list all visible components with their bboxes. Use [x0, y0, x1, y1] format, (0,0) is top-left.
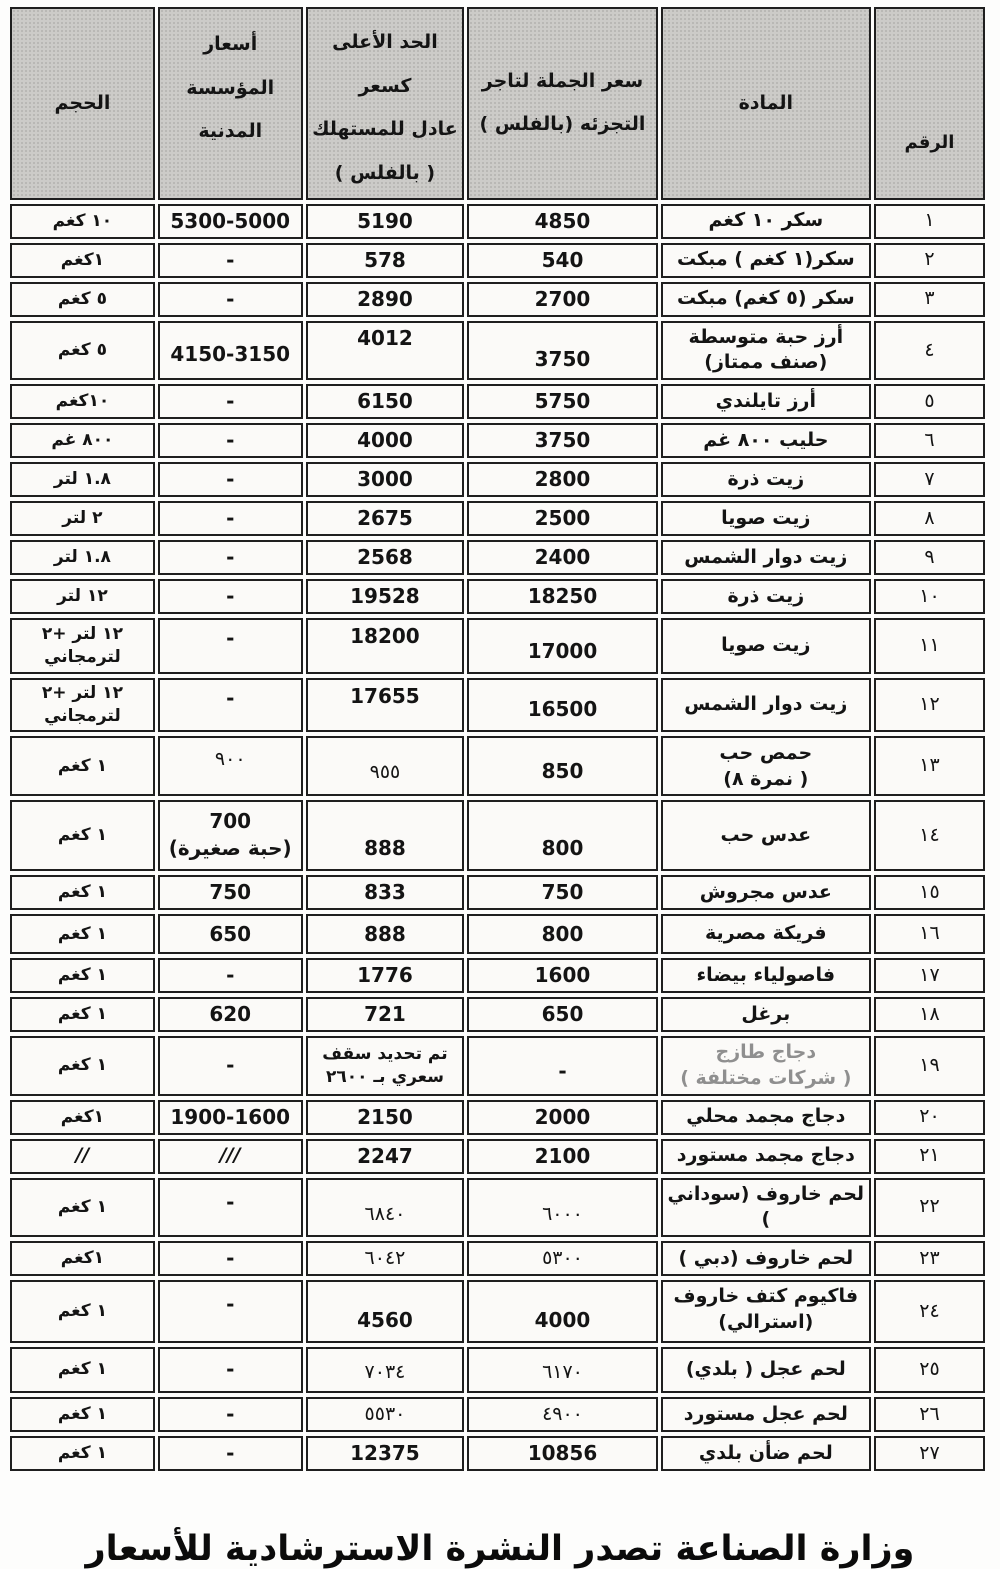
civil-institution-price-cell: -	[158, 423, 303, 458]
max-consumer-price-cell: 18200	[306, 618, 465, 674]
max-consumer-price-cell: 2890	[306, 282, 465, 317]
wholesale-price-cell: 2700	[467, 282, 657, 317]
civil-institution-price-cell: 700 (حبة صغيرة)	[158, 800, 303, 871]
civil-institution-price-cell: -	[158, 282, 303, 317]
row-number-cell: ٥	[874, 384, 985, 419]
civil-institution-price-cell: 750	[158, 875, 303, 910]
max-consumer-price-cell: 2247	[306, 1139, 465, 1174]
civil-institution-price-cell: -	[158, 501, 303, 536]
civil-institution-price-cell: 4150-3150	[158, 321, 303, 380]
max-consumer-price-cell: 2150	[306, 1100, 465, 1135]
item-name-cell: زيت صويا	[661, 501, 871, 536]
max-consumer-price-cell: 721	[306, 997, 465, 1032]
size-cell: ١ كغم	[10, 1436, 155, 1471]
max-consumer-price-cell: ٥٥٣٠	[306, 1397, 465, 1432]
row-number-cell: ٢٥	[874, 1347, 985, 1393]
table-row	[10, 914, 985, 954]
table-row	[10, 1397, 985, 1432]
civil-institution-price-cell: -	[158, 1397, 303, 1432]
item-name-cell: فاصولياء بيضاء	[661, 958, 871, 993]
table-row	[10, 875, 985, 910]
wholesale-price-cell: 18250	[467, 579, 657, 614]
row-number-cell: ٣	[874, 282, 985, 317]
max-consumer-price-cell: 3000	[306, 462, 465, 497]
wholesale-price-cell: 2400	[467, 540, 657, 575]
civil-institution-price-cell: 620	[158, 997, 303, 1032]
header-item: المادة	[661, 7, 871, 200]
row-number-cell: ٢	[874, 243, 985, 278]
row-number-cell: ٤	[874, 321, 985, 380]
max-consumer-price-cell: 6150	[306, 384, 465, 419]
wholesale-price-cell: ٦١٧٠	[467, 1347, 657, 1393]
wholesale-price-cell: ٦٠٠٠	[467, 1178, 657, 1237]
table-row	[10, 384, 985, 419]
civil-institution-price-cell: -	[158, 1436, 303, 1471]
size-cell: ١ كغم	[10, 997, 155, 1032]
item-name-cell: لحم عجل ( بلدي)	[661, 1347, 871, 1393]
item-name-cell: عدس حب	[661, 800, 871, 871]
table-row	[10, 579, 985, 614]
row-number-cell: ٨	[874, 501, 985, 536]
size-cell: ١٢ لتر +٢ لترمجاني	[10, 678, 155, 732]
item-name-cell: لحم خاروف (دبي )	[661, 1241, 871, 1276]
item-name-cell: لحم ضأن بلدي	[661, 1436, 871, 1471]
row-number-cell: ٦	[874, 423, 985, 458]
row-number-cell: ١٤	[874, 800, 985, 871]
row-number-cell: ٢٧	[874, 1436, 985, 1471]
item-name-cell: لحم خاروف (سوداني )	[661, 1178, 871, 1237]
civil-institution-price-cell: -	[158, 540, 303, 575]
size-cell: ١.٨ لتر	[10, 462, 155, 497]
row-number-cell: ١٩	[874, 1036, 985, 1095]
civil-institution-price-cell: -	[158, 958, 303, 993]
wholesale-price-cell: 800	[467, 800, 657, 871]
civil-institution-price-cell: -	[158, 243, 303, 278]
wholesale-price-cell: ٤٩٠٠	[467, 1397, 657, 1432]
civil-institution-price-cell: -	[158, 678, 303, 732]
max-consumer-price-cell: 888	[306, 914, 465, 954]
wholesale-price-cell: ٥٣٠٠	[467, 1241, 657, 1276]
item-name-cell: سكر(١ كغم ) مبكت	[661, 243, 871, 278]
item-name-cell: حليب ٨٠٠ غم	[661, 423, 871, 458]
size-cell: ١ كغم	[10, 1036, 155, 1095]
row-number-cell: ١٧	[874, 958, 985, 993]
size-cell: ١كغم	[10, 1241, 155, 1276]
civil-institution-price-cell: -	[158, 1347, 303, 1393]
size-cell: ١ كغم	[10, 1178, 155, 1237]
table-row	[10, 800, 985, 871]
item-name-cell: برغل	[661, 997, 871, 1032]
table-row	[10, 321, 985, 380]
size-cell: ١كغم	[10, 1100, 155, 1135]
size-cell: ١ كغم	[10, 1280, 155, 1343]
wholesale-price-cell: 2000	[467, 1100, 657, 1135]
max-consumer-price-cell: تم تحديد سقف سعري بـ ٢٦٠٠	[306, 1036, 465, 1095]
item-name-cell: زيت ذرة	[661, 579, 871, 614]
wholesale-price-cell: 1600	[467, 958, 657, 993]
table-row	[10, 501, 985, 536]
table-row	[10, 423, 985, 458]
row-number-cell: ٩	[874, 540, 985, 575]
footer-caption: وزارة الصناعة تصدر النشرة الاسترشادية للأسعار	[85, 1528, 915, 1569]
item-name-cell: دجاج طازج ( شركات مختلفة )	[661, 1036, 871, 1095]
table-row	[10, 1347, 985, 1393]
item-name-cell: زيت دوار الشمس	[661, 540, 871, 575]
table-row	[10, 204, 985, 239]
wholesale-price-cell: 17000	[467, 618, 657, 674]
civil-institution-price-cell: -	[158, 1178, 303, 1237]
max-consumer-price-cell: 2568	[306, 540, 465, 575]
row-number-cell: ٢٣	[874, 1241, 985, 1276]
max-consumer-price-cell: ٦٨٤٠	[306, 1178, 465, 1237]
civil-institution-price-cell: -	[158, 618, 303, 674]
wholesale-price-cell: 2100	[467, 1139, 657, 1174]
max-consumer-price-cell: ٩٥٥	[306, 736, 465, 796]
row-number-cell: ١٥	[874, 875, 985, 910]
size-cell: ١ كغم	[10, 1347, 155, 1393]
item-name-cell: زيت دوار الشمس	[661, 678, 871, 732]
wholesale-price-cell: 540	[467, 243, 657, 278]
size-cell: ١ كغم	[10, 914, 155, 954]
wholesale-price-cell: 750	[467, 875, 657, 910]
item-name-cell: أرز تايلندي	[661, 384, 871, 419]
max-consumer-price-cell: 19528	[306, 579, 465, 614]
row-number-cell: ١٦	[874, 914, 985, 954]
wholesale-price-cell: 4850	[467, 204, 657, 239]
table-row	[10, 678, 985, 732]
civil-institution-price-cell: -	[158, 462, 303, 497]
row-number-cell: ٢٢	[874, 1178, 985, 1237]
size-cell: ١.٨ لتر	[10, 540, 155, 575]
header-wholesale-price: سعر الجملة لتاجر التجزئه (بالفلس )	[467, 7, 657, 200]
size-cell: ١ كغم	[10, 800, 155, 871]
wholesale-price-cell: 3750	[467, 321, 657, 380]
row-number-cell: ٢٦	[874, 1397, 985, 1432]
size-cell: //	[10, 1139, 155, 1174]
wholesale-price-cell: 2500	[467, 501, 657, 536]
size-cell: ١٢ لتر +٢ لترمجاني	[10, 618, 155, 674]
civil-institution-price-cell: ٩٠٠	[158, 736, 303, 796]
row-number-cell: ١٨	[874, 997, 985, 1032]
item-name-cell: زيت ذرة	[661, 462, 871, 497]
item-name-cell: لحم عجل مستورد	[661, 1397, 871, 1432]
price-table	[7, 3, 988, 1475]
item-name-cell: دجاج مجمد مستورد	[661, 1139, 871, 1174]
wholesale-price-cell: -	[467, 1036, 657, 1095]
size-cell: ١ كغم	[10, 1397, 155, 1432]
row-number-cell: ١٢	[874, 678, 985, 732]
table-row	[10, 540, 985, 575]
civil-institution-price-cell: ///	[158, 1139, 303, 1174]
item-name-cell: سكر (٥ كغم) مبكت	[661, 282, 871, 317]
max-consumer-price-cell: 4560	[306, 1280, 465, 1343]
table-row	[10, 1036, 985, 1095]
size-cell: ٨٠٠ غم	[10, 423, 155, 458]
row-number-cell: ٢٤	[874, 1280, 985, 1343]
max-consumer-price-cell: 888	[306, 800, 465, 871]
size-cell: ٢ لتر	[10, 501, 155, 536]
civil-institution-price-cell: 650	[158, 914, 303, 954]
size-cell: ١٠ كغم	[10, 204, 155, 239]
table-row	[10, 1436, 985, 1471]
wholesale-price-cell: 10856	[467, 1436, 657, 1471]
header-civil-institution-prices: أسعار المؤسسة المدنية	[158, 7, 303, 200]
table-row	[10, 1139, 985, 1174]
size-cell: ١كغم	[10, 243, 155, 278]
max-consumer-price-cell: 12375	[306, 1436, 465, 1471]
wholesale-price-cell: 2800	[467, 462, 657, 497]
row-number-cell: ٧	[874, 462, 985, 497]
item-name-cell: أرز حبة متوسطة (صنف ممتاز)	[661, 321, 871, 380]
row-number-cell: ٢٠	[874, 1100, 985, 1135]
size-cell: ١٠كغم	[10, 384, 155, 419]
wholesale-price-cell: 800	[467, 914, 657, 954]
row-number-cell: ١٣	[874, 736, 985, 796]
item-name-cell: سكر ١٠ كغم	[661, 204, 871, 239]
table-row	[10, 462, 985, 497]
table-row	[10, 1178, 985, 1237]
item-name-cell: دجاج مجمد محلي	[661, 1100, 871, 1135]
wholesale-price-cell: 5750	[467, 384, 657, 419]
max-consumer-price-cell: 5190	[306, 204, 465, 239]
civil-institution-price-cell: 1900-1600	[158, 1100, 303, 1135]
header-row	[10, 7, 985, 200]
table-row	[10, 1100, 985, 1135]
table-row	[10, 736, 985, 796]
civil-institution-price-cell: 5300-5000	[158, 204, 303, 239]
max-consumer-price-cell: 2675	[306, 501, 465, 536]
wholesale-price-cell: 16500	[467, 678, 657, 732]
wholesale-price-cell: 4000	[467, 1280, 657, 1343]
header-size: الحجم	[10, 7, 155, 200]
civil-institution-price-cell: -	[158, 579, 303, 614]
wholesale-price-cell: 850	[467, 736, 657, 796]
item-name-cell: حمص حب ( نمرة ٨)	[661, 736, 871, 796]
table-row	[10, 1280, 985, 1343]
row-number-cell: ١١	[874, 618, 985, 674]
table-row	[10, 243, 985, 278]
header-number: الرقم	[874, 7, 985, 200]
header-max-consumer-price: الحد الأعلى كسعر عادل للمستهلك ( بالفلس )	[306, 7, 465, 200]
size-cell: ١ كغم	[10, 875, 155, 910]
table-row	[10, 282, 985, 317]
max-consumer-price-cell: 1776	[306, 958, 465, 993]
item-name-cell: فريكة مصرية	[661, 914, 871, 954]
max-consumer-price-cell: 4012	[306, 321, 465, 380]
civil-institution-price-cell: -	[158, 384, 303, 419]
row-number-cell: ١	[874, 204, 985, 239]
max-consumer-price-cell: 833	[306, 875, 465, 910]
size-cell: ٥ كغم	[10, 282, 155, 317]
size-cell: ١ كغم	[10, 736, 155, 796]
size-cell: ١٢ لتر	[10, 579, 155, 614]
max-consumer-price-cell: ٦٠٤٢	[306, 1241, 465, 1276]
table-row	[10, 1241, 985, 1276]
wholesale-price-cell: 3750	[467, 423, 657, 458]
row-number-cell: ١٠	[874, 579, 985, 614]
row-number-cell: ٢١	[874, 1139, 985, 1174]
size-cell: ١ كغم	[10, 958, 155, 993]
table-row	[10, 958, 985, 993]
wholesale-price-cell: 650	[467, 997, 657, 1032]
table-row	[10, 997, 985, 1032]
max-consumer-price-cell: 4000	[306, 423, 465, 458]
item-name-cell: فاكيوم كتف خاروف (استرالي)	[661, 1280, 871, 1343]
max-consumer-price-cell: 578	[306, 243, 465, 278]
civil-institution-price-cell: -	[158, 1241, 303, 1276]
max-consumer-price-cell: ٧٠٣٤	[306, 1347, 465, 1393]
civil-institution-price-cell: -	[158, 1036, 303, 1095]
item-name-cell: عدس مجروش	[661, 875, 871, 910]
civil-institution-price-cell: -	[158, 1280, 303, 1343]
max-consumer-price-cell: 17655	[306, 678, 465, 732]
table-row	[10, 618, 985, 674]
size-cell: ٥ كغم	[10, 321, 155, 380]
item-name-cell: زيت صويا	[661, 618, 871, 674]
